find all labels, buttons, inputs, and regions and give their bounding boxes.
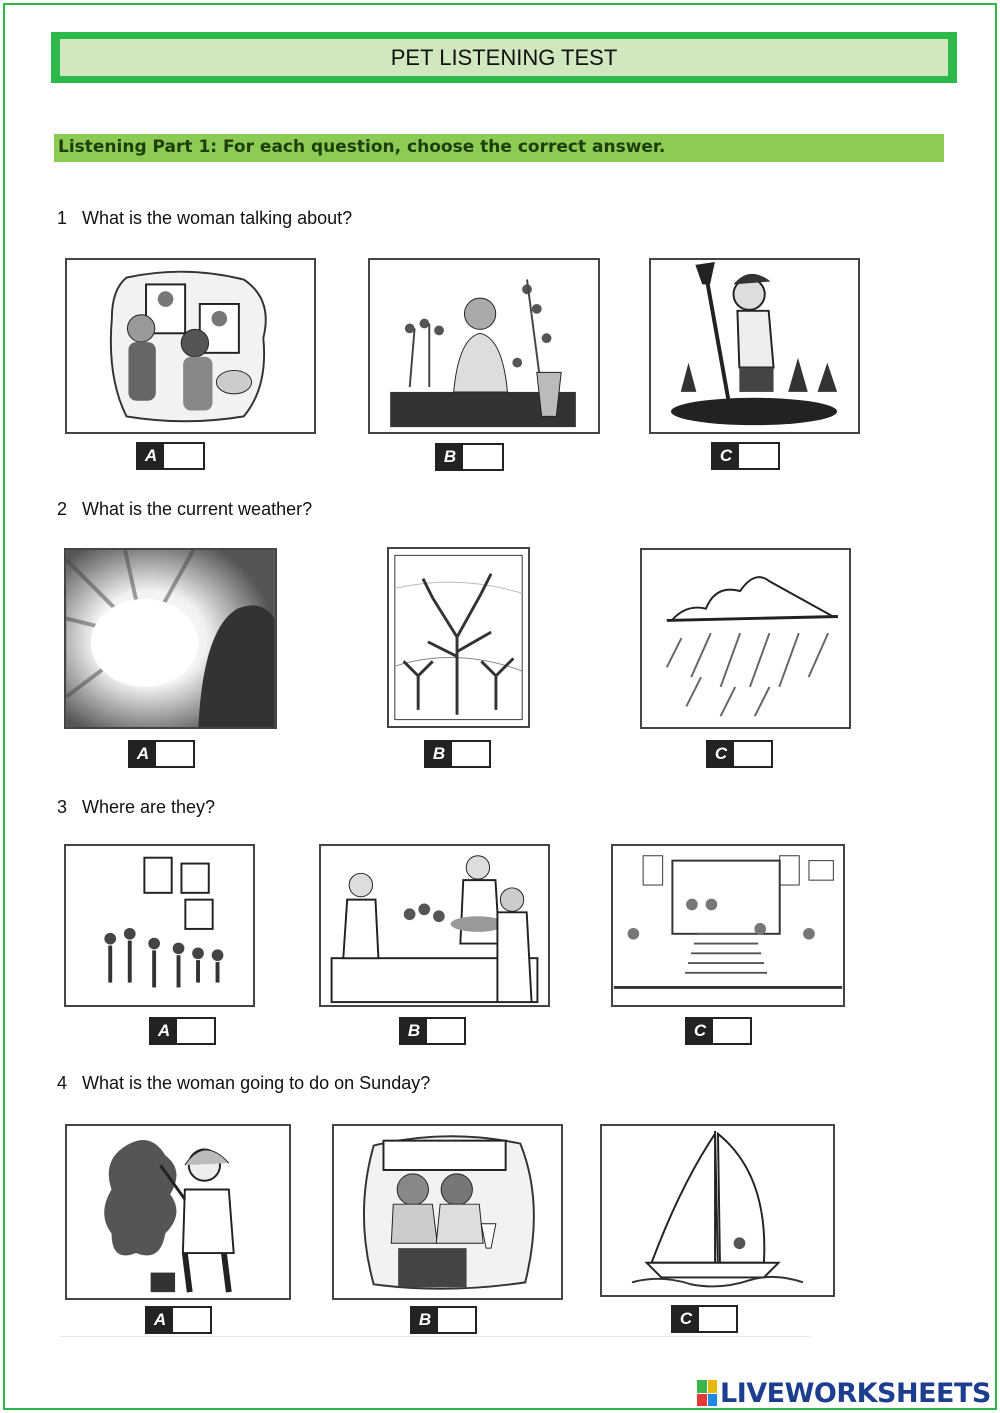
question-2 bbox=[57, 499, 312, 520]
answer-box-4b[interactable] bbox=[438, 1308, 475, 1332]
answer-box-1c[interactable] bbox=[739, 444, 778, 468]
option-4a bbox=[145, 1306, 212, 1334]
question-text: What is the current weather? bbox=[82, 499, 313, 519]
painting-wall-icon bbox=[65, 1124, 291, 1300]
question-4 bbox=[57, 1073, 430, 1094]
answer-box-4a[interactable] bbox=[173, 1308, 210, 1332]
question-text: What is the woman going to do on Sunday? bbox=[82, 1073, 431, 1093]
answer-box-1b[interactable] bbox=[463, 445, 502, 469]
footer-logo bbox=[697, 1378, 991, 1408]
option-letter: B bbox=[412, 1308, 438, 1332]
art-gallery-icon bbox=[64, 844, 255, 1007]
answer-box-2b[interactable] bbox=[452, 742, 489, 766]
option-3c bbox=[685, 1017, 752, 1045]
answer-box-2a[interactable] bbox=[156, 742, 193, 766]
option-3a bbox=[149, 1017, 216, 1045]
option-letter: C bbox=[708, 742, 734, 766]
option-3b bbox=[399, 1017, 466, 1045]
answer-box-3b[interactable] bbox=[427, 1019, 464, 1043]
sunny-icon bbox=[64, 548, 277, 729]
gardener-icon bbox=[649, 258, 860, 434]
restaurant-icon bbox=[319, 844, 550, 1007]
answer-box-3a[interactable] bbox=[177, 1019, 214, 1043]
option-4c bbox=[671, 1305, 738, 1333]
option-1b bbox=[435, 443, 504, 471]
option-letter: A bbox=[138, 444, 164, 468]
question-number: 1 bbox=[57, 208, 68, 228]
option-letter: C bbox=[713, 444, 739, 468]
option-1c bbox=[711, 442, 780, 470]
dinner-icon bbox=[332, 1124, 563, 1300]
option-letter: A bbox=[151, 1019, 177, 1043]
option-letter: B bbox=[401, 1019, 427, 1043]
rain-cloud-icon bbox=[640, 548, 851, 729]
question-1 bbox=[57, 208, 352, 229]
option-letter: C bbox=[687, 1019, 713, 1043]
answer-box-2c[interactable] bbox=[734, 742, 771, 766]
brand-name: LIVEWORKSHEETS bbox=[720, 1377, 991, 1409]
sailing-icon bbox=[600, 1124, 835, 1297]
option-letter: C bbox=[673, 1307, 699, 1331]
question-text: What is the woman talking about? bbox=[82, 208, 353, 228]
question-number: 4 bbox=[57, 1073, 68, 1093]
option-2a bbox=[128, 740, 195, 768]
florist-icon bbox=[368, 258, 600, 434]
option-letter: B bbox=[426, 742, 452, 766]
option-2b bbox=[424, 740, 491, 768]
answer-box-1a[interactable] bbox=[164, 444, 203, 468]
option-letter: A bbox=[147, 1308, 173, 1332]
option-letter: B bbox=[437, 445, 463, 469]
answer-box-4c[interactable] bbox=[699, 1307, 736, 1331]
question-number: 2 bbox=[57, 499, 68, 519]
option-4b bbox=[410, 1306, 477, 1334]
instruction-text: Listening Part 1: For each question, choose the correct answer. bbox=[58, 137, 666, 157]
page-title: PET LISTENING TEST bbox=[60, 39, 948, 76]
divider bbox=[60, 1336, 810, 1337]
instruction-bar bbox=[54, 134, 944, 162]
snowy-tree-icon bbox=[387, 547, 530, 728]
title-banner bbox=[51, 32, 957, 83]
question-number: 3 bbox=[57, 797, 68, 817]
option-1a bbox=[136, 442, 205, 470]
painting-women-icon bbox=[65, 258, 316, 434]
option-2c bbox=[706, 740, 773, 768]
brand-logo-icon bbox=[697, 1380, 717, 1406]
question-3 bbox=[57, 797, 215, 818]
cafe-icon bbox=[611, 844, 845, 1007]
answer-box-3c[interactable] bbox=[713, 1019, 750, 1043]
option-letter: A bbox=[130, 742, 156, 766]
question-text: Where are they? bbox=[82, 797, 216, 817]
